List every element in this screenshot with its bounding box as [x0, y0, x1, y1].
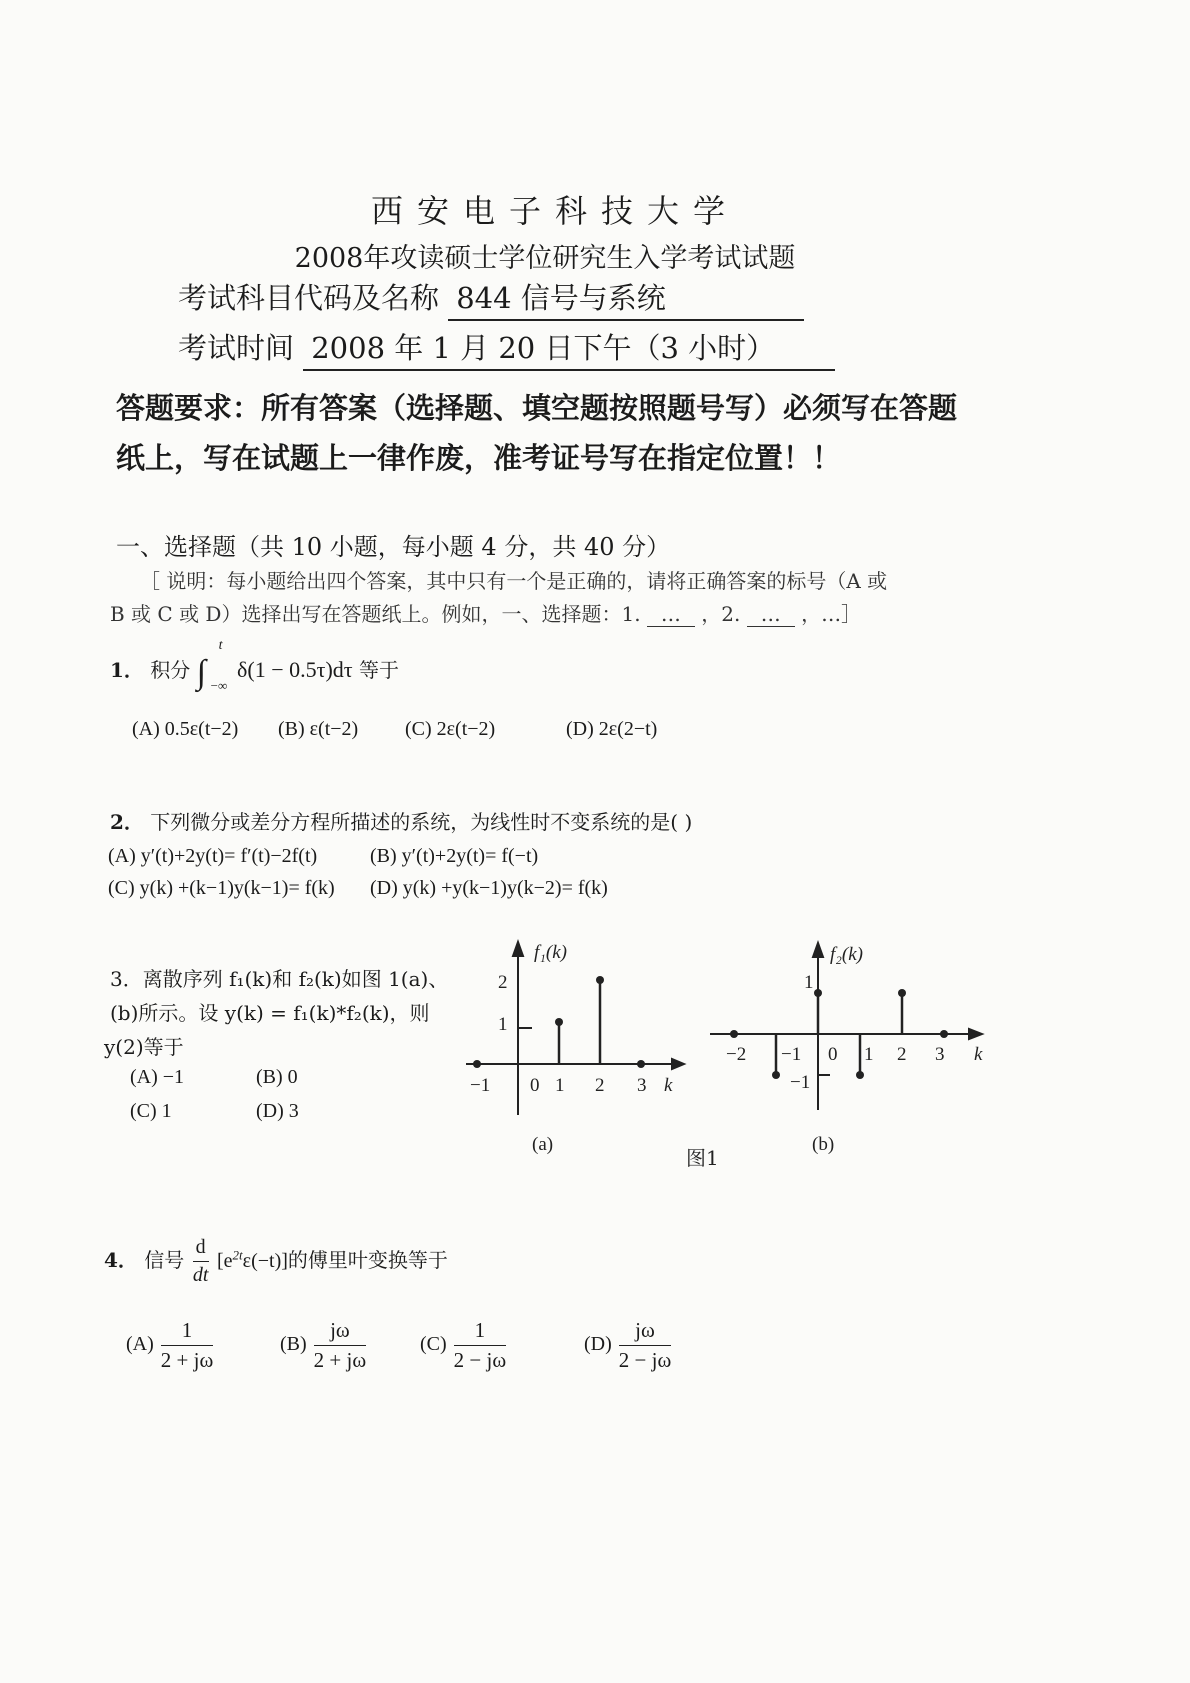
q4-option-a-den: 2 + jω — [160, 1348, 214, 1372]
q1-option-b: (B) ε(t−2) — [278, 718, 359, 740]
q1-tail: 等于 — [358, 658, 399, 682]
q4-exponent: 2t — [232, 1247, 243, 1263]
university-name: 西安电子科技大学 — [370, 192, 739, 230]
q4-option-d-num: jω — [619, 1318, 672, 1346]
note-blank-1: … — [647, 602, 695, 627]
fig-b-xtick-0: 0 — [828, 1044, 838, 1065]
q1-int-lower: −∞ — [210, 678, 228, 693]
q2-option-a: (A) y′(t)+2y(t)= f′(t)−2f(t) — [108, 845, 318, 867]
q4-option-a-num: 1 — [161, 1318, 214, 1346]
fig-a-xtick-m1: −1 — [470, 1075, 491, 1096]
fig-a-stem-point-k2 — [596, 976, 604, 984]
fig-b-xtick-3: 3 — [935, 1044, 945, 1065]
fig-a-label: f₁(k) — [534, 942, 567, 963]
q4-text-c: ε(−t)]的傅里叶变换等于 — [242, 1250, 448, 1272]
q3-line-2: (b)所示。设 y(k) = f₁(k)*f₂(k)，则 — [110, 1001, 430, 1025]
q3-line-1: 3．离散序列 f₁(k)和 f₂(k)如图 1(a)、 — [110, 967, 449, 991]
q2-option-c: (C) y(k) +(k−1)y(k−1)= f(k) — [108, 877, 335, 899]
fig-a-xtick-2: 2 — [595, 1075, 605, 1096]
q4-option-a — [126, 1318, 215, 1373]
fig-a-axis-k: k — [664, 1075, 673, 1096]
q4-option-d-label: (D) — [584, 1333, 612, 1356]
q4-number: 4． — [104, 1248, 138, 1272]
note-text-b: ，2. — [701, 602, 741, 626]
q4-option-c-num: 1 — [454, 1318, 507, 1346]
fig-b-xtick-1: 1 — [864, 1044, 874, 1065]
fig-a-caption: (a) — [532, 1134, 554, 1155]
fig-b-x-arrow-icon — [969, 1029, 982, 1039]
note-blank-2: … — [747, 602, 795, 627]
fig-b-label: f₂(k) — [830, 944, 863, 965]
section-note-line-1: ［ 说明：每小题给出四个答案，其中只有一个是正确的，请将正确答案的标号（A 或 — [140, 569, 888, 593]
q4-option-b-num: jω — [314, 1318, 367, 1346]
question-4 — [104, 1236, 448, 1287]
figure-1-caption: 图1 — [686, 1146, 719, 1170]
q2-number: 2． — [110, 810, 144, 834]
exam-title: 2008年攻读硕士学位研究生入学考试试题 — [294, 243, 796, 274]
fig-a-ytick-2: 2 — [498, 972, 508, 993]
q3-option-c: (C) 1 — [130, 1100, 172, 1122]
fig-b-y-arrow-icon — [813, 943, 823, 957]
q2-text: 下列微分或差分方程所描述的系统，为线性时不变系统的是( ) — [150, 810, 693, 834]
time-label: 考试时间 — [178, 331, 295, 365]
q4-text-b: [e — [217, 1250, 233, 1272]
q4-option-c-label: (C) — [420, 1333, 447, 1356]
q1-option-d: (D) 2ε(2−t) — [566, 718, 658, 740]
requirements-line-2: 纸上，写在试题上一律作废，准考证号写在指定位置！！ — [116, 441, 842, 475]
q4-text-a: 信号 — [144, 1248, 185, 1272]
fig-b-xtick-m1: −1 — [781, 1044, 802, 1065]
fig-b-stem-point-k2 — [898, 989, 906, 997]
q4-option-c-den: 2 − jω — [453, 1348, 507, 1372]
fig-b-stem-point-k3 — [940, 1030, 948, 1038]
fig-b-xtick-m2: −2 — [726, 1044, 747, 1065]
fig-b-stem-point-k1 — [856, 1071, 864, 1079]
q3-option-b: (B) 0 — [256, 1066, 298, 1088]
q4-derivative — [193, 1236, 209, 1287]
fig-b-stem-point-k-1 — [772, 1071, 780, 1079]
fig-a-ytick-1: 1 — [498, 1014, 508, 1035]
fig-a-stem-point-k-1 — [473, 1060, 481, 1068]
q4-option-d-den: 2 − jω — [618, 1348, 672, 1372]
q2-option-b: (B) y′(t)+2y(t)= f(−t) — [370, 845, 539, 867]
integral-sign-icon: ∫ — [196, 654, 206, 691]
q1-int-upper: t — [218, 638, 223, 653]
section-title: 一、选择题（共 10 小题，每小题 4 分，共 40 分） — [116, 533, 671, 561]
time-value: 2008 年 1 月 20 日下午（3 小时） — [303, 326, 835, 371]
fig-b-ytick-1: 1 — [804, 972, 814, 993]
q4-option-b — [280, 1318, 368, 1373]
q1-number: 1． — [110, 658, 144, 682]
q3-line-3: y(2)等于 — [104, 1035, 184, 1059]
fig-a-x-arrow-icon — [672, 1059, 684, 1069]
fig-b-ytick-m1: −1 — [790, 1072, 811, 1093]
q4-option-d — [584, 1318, 673, 1373]
fig-a-stem-point-k3 — [637, 1060, 645, 1068]
q4-option-b-label: (B) — [280, 1333, 307, 1356]
q4-option-c — [420, 1318, 508, 1373]
q4-option-b-den: 2 + jω — [313, 1348, 367, 1372]
q3-option-a: (A) −1 — [130, 1066, 185, 1088]
fig-b-stem-point-k-2 — [730, 1030, 738, 1038]
subject-label: 考试科目代码及名称 — [178, 281, 440, 315]
q2-option-d: (D) y(k) +y(k−1)y(k−2)= f(k) — [370, 877, 608, 899]
fig-b-stem-point-k0 — [814, 989, 822, 997]
note-text-a: B 或 C 或 D）选择出写在答题纸上。例如，一、选择题：1. — [110, 602, 641, 626]
fig-a-stem-point-k1 — [555, 1018, 563, 1026]
fig-a-y-arrow-icon — [513, 942, 523, 956]
requirements-line-1: 答题要求：所有答案（选择题、填空题按照题号写）必须写在答题 — [116, 391, 958, 425]
q4-option-a-label: (A) — [126, 1333, 154, 1356]
fig-b-caption: (b) — [812, 1134, 835, 1155]
q4-deriv-den: dt — [192, 1264, 209, 1286]
fig-b-axis-k: k — [974, 1044, 983, 1065]
note-text-c: ，…］ — [801, 602, 862, 626]
q4-deriv-num: d — [193, 1236, 209, 1262]
q1-option-a: (A) 0.5ε(t−2) — [132, 718, 239, 740]
fig-a-xtick-0: 0 — [530, 1075, 540, 1096]
fig-a-xtick-3: 3 — [637, 1075, 647, 1096]
fig-b-xtick-2: 2 — [897, 1044, 907, 1065]
q1-text: 积分 — [150, 658, 191, 682]
q1-option-c: (C) 2ε(t−2) — [405, 718, 496, 740]
fig-a-xtick-1: 1 — [555, 1075, 565, 1096]
q1-integrand: δ(1 − 0.5τ)dτ — [237, 657, 353, 682]
q3-option-d: (D) 3 — [256, 1100, 299, 1122]
subject-value: 844 信号与系统 — [448, 276, 804, 321]
